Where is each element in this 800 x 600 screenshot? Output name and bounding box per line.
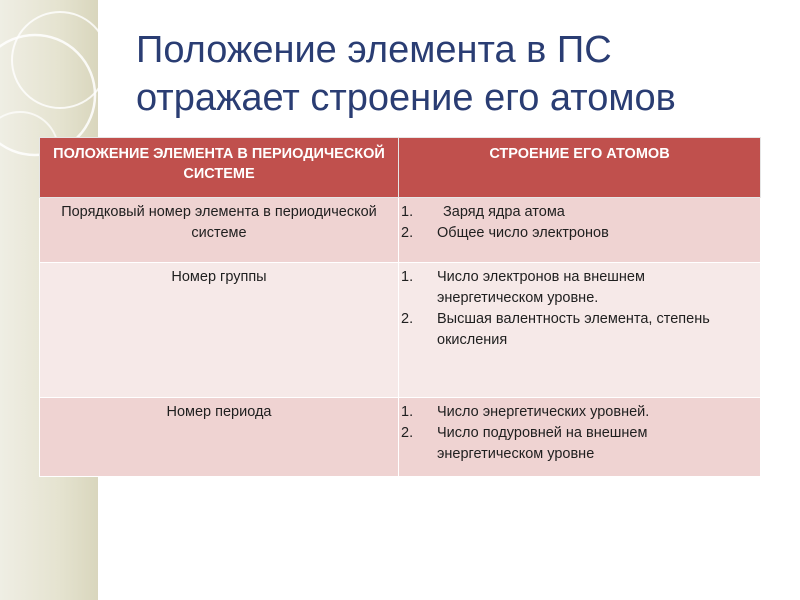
item-number: 2. xyxy=(401,311,414,327)
item-text: Число электронов на внешнем энергетическом уровне. xyxy=(437,269,645,306)
list-item xyxy=(399,309,750,351)
item-text: Общее число электронов xyxy=(437,225,609,241)
slide-title xyxy=(136,26,776,122)
list-item xyxy=(399,223,750,244)
list-item xyxy=(399,423,750,465)
table-header-row xyxy=(40,138,761,198)
item-text: Число подуровней на внешнем энергетическом уровне xyxy=(437,425,648,462)
row-items xyxy=(399,198,761,263)
slide-title-line1: Положение элемента в ПС xyxy=(136,29,612,71)
row-label: Порядковый номер элемента в периодической системе xyxy=(40,198,399,263)
header-position: ПОЛОЖЕНИЕ ЭЛЕМЕНТА В ПЕРИОДИЧЕСКОЙ СИСТЕМЕ xyxy=(40,138,399,198)
row-label: Номер группы xyxy=(40,263,399,398)
item-text: Заряд ядра атома xyxy=(443,204,565,220)
table-row xyxy=(40,263,761,398)
item-text: Число энергетических уровней. xyxy=(437,404,650,420)
table-row xyxy=(40,398,761,477)
list-item xyxy=(399,202,750,223)
list-item xyxy=(399,402,750,423)
item-number: 1. xyxy=(401,204,414,220)
slide-title-line2: отражает строение его атомов xyxy=(136,77,676,119)
item-number: 1. xyxy=(401,269,414,285)
header-structure: СТРОЕНИЕ ЕГО АТОМОВ xyxy=(399,138,761,198)
element-structure-table xyxy=(39,137,761,477)
row-label: Номер периода xyxy=(40,398,399,477)
table-row xyxy=(40,198,761,263)
item-text: Высшая валентность элемента, степень окисления xyxy=(437,311,710,348)
row-items xyxy=(399,263,761,398)
row-items xyxy=(399,398,761,477)
item-number: 2. xyxy=(401,225,414,241)
list-item xyxy=(399,267,750,309)
item-number: 1. xyxy=(401,404,414,420)
item-number: 2. xyxy=(401,425,414,441)
